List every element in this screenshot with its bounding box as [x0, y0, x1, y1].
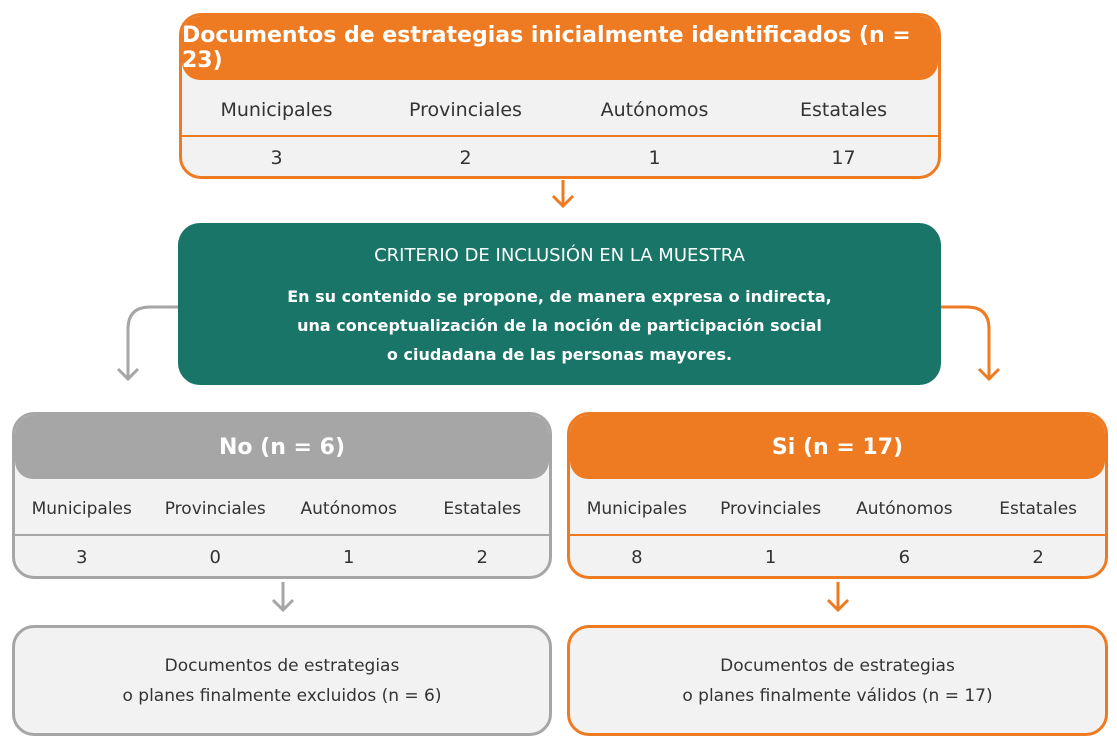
identified-header-row — [182, 88, 938, 132]
value-autonomos: 6 — [898, 546, 911, 568]
criterion-line-1: En su contenido se propone, de manera expresa o indirecta, — [287, 287, 832, 306]
excluded-line-1: Documentos de estrategias — [164, 656, 400, 676]
value-autonomos: 1 — [648, 147, 661, 169]
value-estatales: 17 — [831, 147, 856, 169]
si-title: Si (n = 17) — [570, 415, 1105, 479]
value-provinciales: 0 — [209, 546, 221, 568]
valid-line-1: Documentos de estrategias — [720, 656, 955, 676]
header-provinciales: Provinciales — [720, 499, 822, 519]
arrow-criterion-to-si — [941, 307, 999, 379]
value-municipales: 3 — [76, 546, 88, 568]
divider — [570, 534, 1105, 536]
identified-values-row — [182, 140, 938, 176]
si-header-row — [570, 487, 1105, 531]
value-estatales: 2 — [1032, 546, 1044, 568]
identified-documents-title: Documentos de estrategias inicialmente identificados (n = 23) — [182, 16, 938, 80]
header-municipales: Municipales — [586, 499, 687, 519]
header-autonomos: Autónomos — [300, 499, 397, 519]
valid-documents-box — [567, 625, 1108, 736]
header-estatales: Estatales — [999, 499, 1078, 519]
criterion-title: CRITERIO DE INCLUSIÓN EN LA MUESTRA — [374, 245, 745, 266]
arrow-si-to-valid — [828, 582, 848, 610]
si-values-row — [570, 539, 1105, 575]
no-title: No (n = 6) — [15, 415, 549, 479]
divider — [182, 135, 938, 137]
no-values-row — [15, 539, 549, 575]
header-provinciales: Provinciales — [409, 99, 522, 121]
no-documents-box — [12, 412, 552, 579]
header-estatales: Estatales — [443, 499, 522, 519]
criterion-line-2: una conceptualización de la noción de participación social — [297, 316, 822, 335]
excluded-documents-box — [12, 625, 552, 736]
divider — [15, 534, 549, 536]
header-autonomos: Autónomos — [600, 99, 709, 121]
arrow-top-to-criterion — [553, 180, 573, 206]
value-provinciales: 1 — [764, 546, 777, 568]
value-estatales: 2 — [476, 546, 488, 568]
header-estatales: Estatales — [800, 99, 887, 121]
header-municipales: Municipales — [31, 499, 132, 519]
header-provinciales: Provinciales — [164, 499, 266, 519]
no-header-row — [15, 487, 549, 531]
identified-documents-box — [179, 13, 941, 179]
si-documents-box — [567, 412, 1108, 579]
header-municipales: Municipales — [220, 99, 333, 121]
arrow-criterion-to-no — [118, 307, 178, 379]
excluded-line-2: o planes finalmente excluidos (n = 6) — [122, 686, 442, 706]
criterion-line-3: o ciudadana de las personas mayores. — [386, 345, 733, 364]
value-autonomos: 1 — [343, 546, 355, 568]
inclusion-criterion-box — [178, 223, 941, 385]
value-municipales: 3 — [270, 147, 283, 169]
valid-line-2: o planes finalmente válidos (n = 17) — [682, 686, 993, 706]
arrow-no-to-excluded — [273, 582, 293, 610]
value-provinciales: 2 — [459, 147, 472, 169]
header-autonomos: Autónomos — [856, 499, 953, 519]
value-municipales: 8 — [631, 546, 643, 568]
